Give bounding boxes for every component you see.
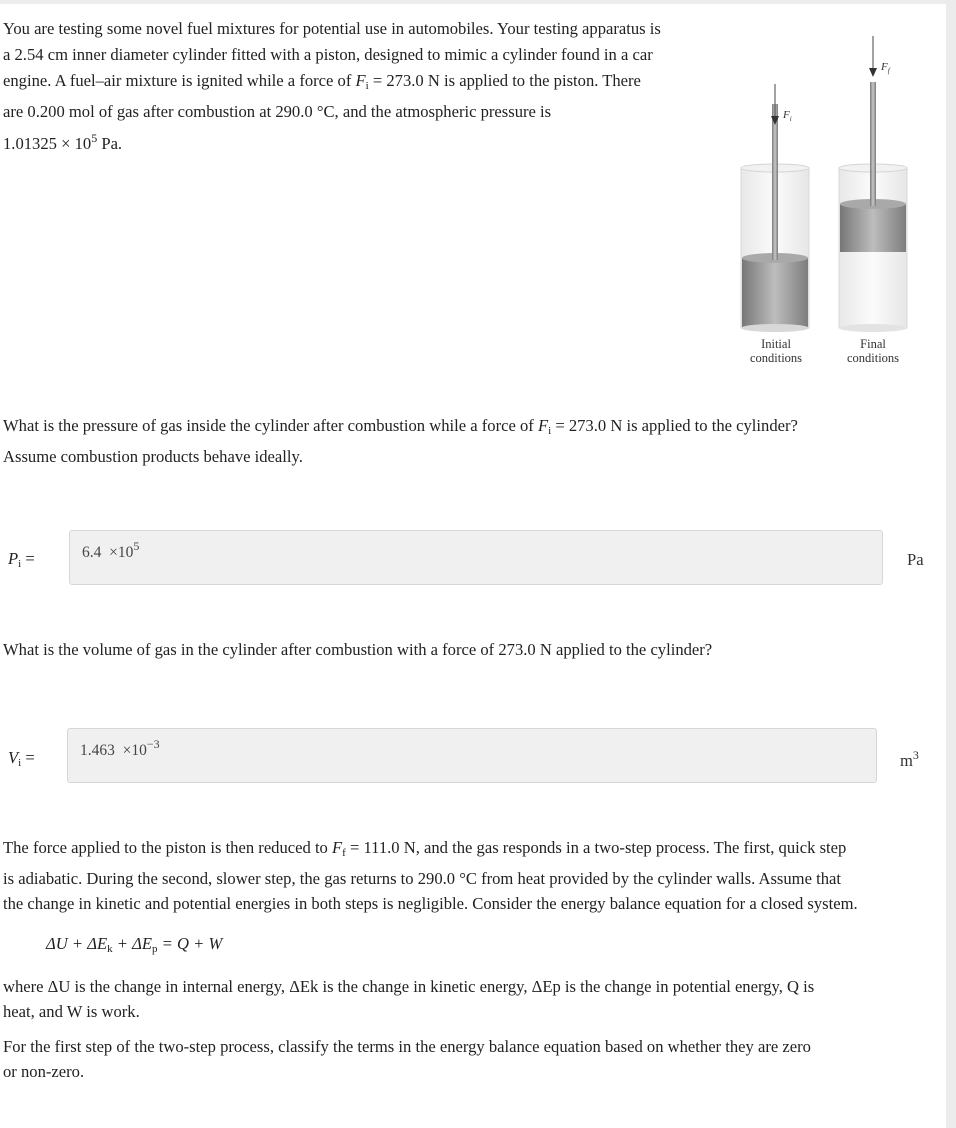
intro-line-3 (3, 68, 723, 99)
force-sub-q1: i (548, 425, 552, 437)
two-step-text-a: The force applied to the piston is then reduced to (3, 838, 333, 857)
eq-sub-p: p (151, 943, 158, 955)
pressure-question-rest: = 273.0 N is applied to the cylinder? (551, 416, 798, 435)
pressure-value (82, 539, 139, 562)
pressure-exp-value: 5 (133, 539, 140, 553)
volume-input[interactable] (67, 728, 877, 783)
volume-question-text: What is the volume of gas in the cylinder after combustion with a force of 273.0 N applied to the cylinder? (3, 640, 713, 659)
pressure-sub: i (18, 558, 22, 570)
pressure-mantissa: 1.01325 × 10 (3, 134, 92, 153)
initial-caption-line-1: Initial (761, 337, 791, 351)
volume-label (8, 748, 35, 769)
two-step-description (3, 835, 938, 916)
final-force-letter: F (881, 61, 888, 73)
pressure-question-line-2: Assume combustion products behave ideally. (3, 447, 303, 466)
final-caption-line-1: Final (860, 337, 886, 351)
two-step-line-1 (3, 835, 938, 866)
intro-line-3-text: engine. A fuel–air mixture is ignited while a force of (3, 71, 356, 90)
final-caption (835, 337, 911, 365)
initial-caption (738, 337, 814, 365)
volume-unit-label (900, 748, 919, 771)
volume-letter: V (8, 748, 19, 767)
pressure-question-line-1 (3, 413, 798, 444)
volume-value (80, 737, 160, 760)
eq-part-b: + ΔE (112, 934, 152, 953)
final-force-sub: f (887, 67, 890, 76)
intro-line-5 (3, 125, 723, 157)
pressure-exponent: 5 (91, 131, 98, 145)
initial-caption-line-2: conditions (749, 351, 803, 365)
volume-question (3, 637, 712, 663)
force-letter-q1: F (537, 416, 549, 435)
two-step-line-3: the change in kinetic and potential energies in both steps is negligible. Consider the energy balance equation for a closed system. (3, 894, 858, 913)
volume-exp-value: −3 (146, 737, 160, 751)
volume-sub: i (18, 757, 22, 769)
cylinder-figure (738, 28, 918, 368)
initial-cylinder (741, 104, 809, 332)
volume-unit-exp: 3 (912, 748, 919, 762)
pressure-unit-label: Pa (907, 550, 924, 569)
initial-force-label (783, 108, 792, 126)
equation-definitions (3, 974, 938, 1024)
force-letter: F (355, 71, 366, 90)
eq-sub-k: k (107, 943, 113, 955)
two-step-text-b: = 111.0 N, and the gas responds in a two-step process. The first, quick step (345, 838, 847, 857)
classification-line-1: For the first step of the two-step process, classify the terms in the energy balance equation based on whether they are zero (3, 1037, 811, 1056)
final-force-letter-text: F (332, 838, 343, 857)
question-page (0, 4, 946, 1128)
pressure-times: ×10 (109, 544, 134, 561)
intro-line-3-rest: = 273.0 N is applied to the piston. There (368, 71, 641, 90)
volume-mantissa-value: 1.463 (80, 742, 115, 759)
pressure-unit: Pa. (97, 134, 123, 153)
pressure-label (8, 549, 35, 570)
final-cylinder (839, 82, 907, 332)
pressure-question (3, 413, 798, 470)
final-force-sub-text: f (342, 847, 346, 859)
page-scrollbar[interactable] (946, 0, 956, 1128)
final-force-label (881, 60, 890, 78)
force-symbol-q1 (538, 416, 551, 435)
intro-line-1: You are testing some novel fuel mixtures for potential use in automobiles. Your testing apparatus is (3, 19, 661, 38)
initial-force-letter: F (783, 109, 790, 121)
classification-prompt (3, 1034, 938, 1084)
definitions-line-1: where ΔU is the change in internal energy, ΔEk is the change in kinetic energy, ΔEp is the change in potential energy, Q is (3, 977, 815, 996)
pressure-input[interactable] (69, 530, 883, 585)
force-subscript: i (365, 80, 369, 92)
final-force-arrow (869, 36, 877, 77)
eq-part-a: ΔU + ΔE (46, 934, 108, 953)
pressure-letter: P (8, 549, 19, 568)
intro-line-2: a 2.54 cm inner diameter cylinder fitted with a piston, designed to mimic a cylinder found in a car (3, 45, 653, 64)
cylinder-diagram (738, 28, 918, 368)
eq-part-c: = Q + W (157, 934, 223, 953)
initial-force-sub: i (789, 115, 792, 124)
intro-line-4: are 0.200 mol of gas after combustion at 290.0 °C, and the atmospheric pressure is (3, 102, 552, 121)
force-symbol (356, 71, 369, 90)
classification-line-2: or non-zero. (3, 1062, 85, 1081)
pressure-equals: = (21, 549, 35, 568)
final-caption-line-2: conditions (846, 351, 900, 365)
problem-intro (3, 16, 723, 157)
volume-unit-letter: m (900, 751, 913, 770)
volume-times: ×10 (122, 742, 147, 759)
energy-balance-equation (46, 934, 222, 955)
pressure-question-text: What is the pressure of gas inside the cylinder after combustion while a force of (3, 416, 538, 435)
definitions-line-2: heat, and W is work. (3, 1002, 140, 1021)
two-step-line-2: is adiabatic. During the second, slower step, the gas returns to 290.0 °C from heat provided by the cylinder walls. Assume that (3, 869, 841, 888)
pressure-mantissa-value: 6.4 (82, 544, 102, 561)
volume-equals: = (21, 748, 35, 767)
final-force-symbol (332, 838, 346, 857)
